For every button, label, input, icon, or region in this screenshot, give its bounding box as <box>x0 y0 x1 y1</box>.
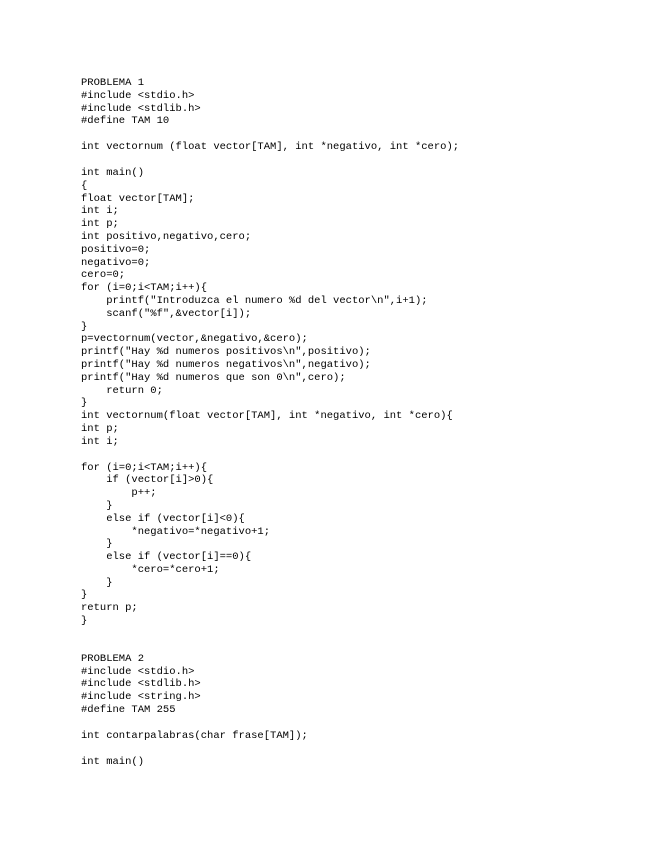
code-line: int contarpalabras(char frase[TAM]); <box>81 729 308 742</box>
code-line: scanf("%f",&vector[i]); <box>81 307 252 320</box>
code-line: positivo=0; <box>81 243 151 256</box>
code-line: printf("Hay %d numeros positivos\n",positivo); <box>81 346 371 359</box>
code-line: p=vectornum(vector,&negativo,&cero); <box>81 333 308 346</box>
code-line: printf("Hay %d numeros que son 0\n",cero); <box>81 371 346 384</box>
code-line: return 0; <box>81 384 163 397</box>
block-spacer <box>81 743 641 756</box>
code-line: int main() <box>81 166 145 179</box>
code-line: *negativo=*negativo+1; <box>81 525 271 538</box>
code-line: *cero=*cero+1; <box>81 563 220 576</box>
code-line: } <box>81 589 88 602</box>
code-line: #include <stdlib.h> <box>81 678 201 691</box>
block-spacer <box>81 717 641 730</box>
code-line: if (vector[i]>0){ <box>81 474 214 487</box>
code-line: #include <string.h> <box>81 691 201 704</box>
code-line: p++; <box>81 487 157 500</box>
block-spacer <box>81 128 641 141</box>
code-line: return p; <box>81 602 138 615</box>
code-line: int positivo,negativo,cero; <box>81 230 252 243</box>
code-line: } <box>81 320 88 333</box>
code-line: int i; <box>81 435 119 448</box>
section-title: PROBLEMA 2 <box>81 652 145 665</box>
section-title: PROBLEMA 1 <box>81 77 145 89</box>
code-line: cero=0; <box>81 269 126 282</box>
code-line: int p; <box>81 422 119 435</box>
section-spacer <box>81 628 641 653</box>
code-line: int vectornum(float vector[TAM], int *negativo, int *cero){ <box>81 410 453 423</box>
code-line: } <box>81 499 113 512</box>
code-line: for (i=0;i<TAM;i++){ <box>81 282 208 295</box>
code-line: for (i=0;i<TAM;i++){ <box>81 461 208 474</box>
code-line: else if (vector[i]<0){ <box>81 512 245 525</box>
code-line: #define TAM 255 <box>81 704 176 717</box>
code-line: } <box>81 615 88 628</box>
code-line: #include <stdlib.h> <box>81 102 201 115</box>
code-line: } <box>81 538 113 551</box>
block-spacer <box>81 449 641 462</box>
code-line: int i; <box>81 205 119 218</box>
code-line: float vector[TAM]; <box>81 192 195 205</box>
code-line: negativo=0; <box>81 256 151 269</box>
code-line: #include <stdio.h> <box>81 665 195 678</box>
code-line: int main() <box>81 755 145 768</box>
code-line: int p; <box>81 218 119 231</box>
code-line: else if (vector[i]==0){ <box>81 551 252 564</box>
code-line: printf("Hay %d numeros negativos\n",negativo); <box>81 358 371 371</box>
code-document <box>81 77 641 768</box>
code-line: int vectornum (float vector[TAM], int *negativo, int *cero); <box>81 141 460 154</box>
code-line: { <box>81 179 88 192</box>
code-line: #define TAM 10 <box>81 115 170 128</box>
block-spacer <box>81 154 641 167</box>
code-line: } <box>81 576 113 589</box>
code-line: } <box>81 397 88 410</box>
code-line: printf("Introduzca el numero %d del vector\n",i+1); <box>81 294 428 307</box>
code-line: #include <stdio.h> <box>81 89 195 102</box>
